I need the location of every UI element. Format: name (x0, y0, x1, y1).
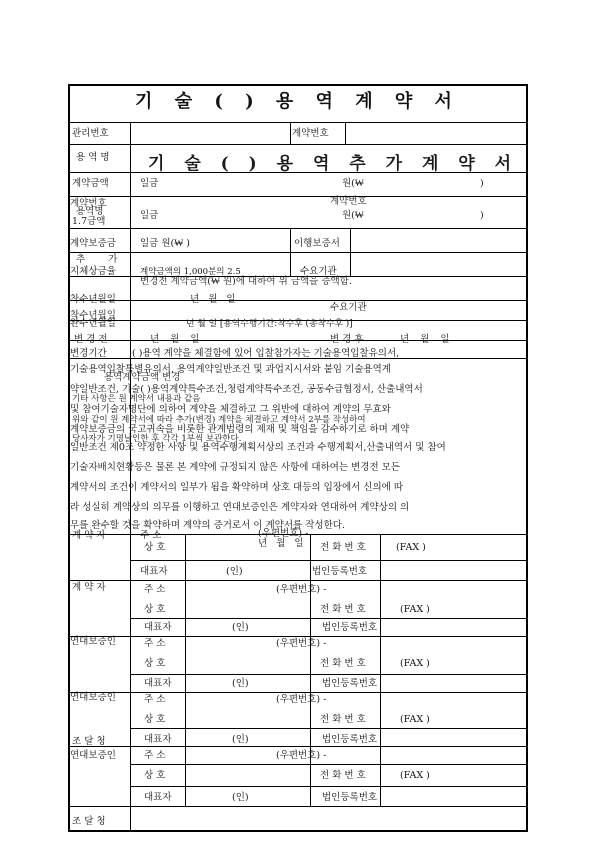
contract-clause: ( )용역 계약을 체결함에 있어 입찰참가자는 기술용역입찰유의서, (132, 348, 400, 359)
overlay-title: 기 술 ( ) 용 역 추 가 계 약 서 (148, 154, 519, 174)
procurement-seal: (인) (232, 792, 249, 803)
joint-guarantor-2-label: 연대보증인 (70, 692, 116, 703)
joint-guarantor-1-corp-reg: 법인등록번호 (322, 678, 378, 689)
procurement-company-label: 상 호 (144, 770, 166, 781)
overlay-change-before: 변 경 전 (74, 334, 108, 345)
divider (68, 340, 528, 341)
joint-guarantor-1-seal: (인) (232, 678, 249, 689)
signature-label-divider (130, 534, 131, 832)
divider (68, 144, 528, 145)
contractor-2-address-label: 주 소 (144, 584, 166, 595)
contract-amount-label: 계약금액 (72, 178, 109, 189)
delay-label: 지체상금율 (70, 266, 116, 277)
divider (68, 122, 528, 123)
procurement-1-label: 조 달 청 (72, 736, 106, 747)
para-line-9: 무를 완수할 것을 확약하며 계약의 증거로서 이 계약서를 작성한다. (70, 520, 345, 531)
divider (185, 534, 186, 764)
joint-guarantor-1-company-label: 상 호 (144, 658, 166, 669)
divider (68, 746, 528, 747)
divider (68, 636, 528, 637)
procurement-2-label: 조 달 청 (72, 816, 106, 827)
joint-guarantor-2-seal: (인) (232, 734, 249, 745)
contractor-1-fax: (FAX ) (396, 542, 426, 553)
divider (185, 764, 186, 806)
joint-guarantor-1-address-label: 주 소 (144, 638, 166, 649)
overlay-amount-label: 1.7금액 (72, 216, 106, 227)
para-line-7: 계약서의 조건이 계약서의 일부가 됨을 확약하며 상호 대등의 입장에서 신의에 따 (70, 482, 404, 493)
deposit-text: 일금 원(₩ ) (140, 238, 190, 249)
procurement-address-label: 주 소 (144, 750, 166, 761)
para-line-2: 약일반조건, 기술( )용역계약특수조건,청렴계약특수조건, 공동수급협정서, 산출내역서 (70, 384, 423, 395)
joint-guarantor-2-address-label: 주 소 (144, 694, 166, 705)
overlay-change-after-ymd: 년 월 일 (400, 334, 454, 345)
overlay-service-name: 용역명 (76, 206, 104, 217)
amount-text: 일금 (140, 178, 159, 189)
contractor-2-rep-label: 대표자 (144, 622, 172, 633)
contractor-2-corp-reg: 법인등록번호 (322, 622, 378, 633)
contractor-1-company-label: 상 호 (144, 542, 166, 553)
divider (130, 786, 528, 787)
contractor-1-rep-label: 대표자 (140, 566, 168, 577)
contractor-2-label: 계 약 자 (72, 582, 106, 593)
divider (130, 728, 528, 729)
overlay-change-after: 변 경 후 (330, 334, 364, 345)
divider (380, 534, 381, 764)
joint-guarantor-1-phone-label: 전 화 번 호 (320, 658, 366, 669)
contractor-1-address-label: 주 소 (140, 530, 162, 541)
contractor-1-corp-reg: 법인등록번호 (312, 566, 368, 577)
divider (345, 122, 346, 144)
para-line-8: 라 성실히 계약상의 의무를 이행하고 연대보증인은 계약자와 연대하여 계약상의 의 (70, 502, 410, 513)
deposit-label: 계약보증금 (70, 238, 116, 249)
overlay-contract-amount-change: 용역계약금액 변경 (104, 372, 181, 383)
overlay-add-label: 추 가 (76, 254, 128, 265)
perf-bond-label: 이행보증서 (294, 238, 340, 249)
joint-guarantor-2-rep-label: 대표자 (144, 734, 172, 745)
won-close: ) (480, 178, 484, 189)
joint-guarantor-2-phone-label: 전 화 번 호 (320, 714, 366, 725)
contractor-2-company-label: 상 호 (144, 604, 166, 615)
para-line-3: 및 참여기술자명단에 의하여 계약을 체결하고 그 위반에 대하여 계약의 무효와 (70, 404, 391, 415)
contractor-label: 계 약 자 (72, 530, 106, 541)
divider (380, 764, 381, 806)
overlay-para-2: 위와 같이 원 계약서에 따라 추가(변경) 계약을 체결하고 계약서 2부를 작성하여 (72, 415, 366, 425)
contractor-1-seal: (인) (226, 566, 243, 577)
joint-guarantor-2-fax: (FAX ) (400, 714, 430, 725)
divider (68, 580, 528, 581)
overlay-para-3: 당사자가 기명날인한 후 각각 1부씩 보관한다. (72, 434, 242, 444)
contractor-1-postal: (우편번호) - (258, 528, 309, 539)
joint-guarantor-2-company-label: 상 호 (144, 714, 166, 725)
divider (130, 560, 528, 561)
divider (68, 692, 528, 693)
divider (68, 806, 528, 807)
procurement-phone-label: 전 화 번 호 (320, 770, 366, 781)
completion-value: 년 월 일 [용역수행기간:착수후 (총착수후 )] (186, 319, 353, 329)
overlay-amount-text: 일금 (140, 210, 159, 221)
procurement-corp-reg: 법인등록번호 (322, 792, 378, 803)
period-value: 년 월 일 (190, 294, 239, 305)
para-line-6: 기술자배치현황등은 물론 본 계약에 규정되지 않은 사항에 대하여는 변경전 모든 (70, 462, 401, 473)
contractor-2-phone-label: 전 화 번 호 (320, 604, 366, 615)
contractor-2-postal: (우편번호) - (276, 584, 327, 595)
demand-org-label: 수요기관 (300, 266, 337, 277)
procurement-rep-label: 대표자 (144, 792, 172, 803)
joint-guarantor-1-label: 연대보증인 (70, 636, 116, 647)
joint-guarantor-2-corp-reg: 법인등록번호 (322, 734, 378, 745)
divider (130, 674, 528, 675)
divider (68, 228, 528, 229)
divider (310, 764, 311, 806)
joint-guarantor-1-fax: (FAX ) (400, 658, 430, 669)
mgmt-no-label: 관리번호 (72, 128, 109, 139)
procurement-postal: (우편번호) - (276, 750, 327, 761)
contractor-2-fax: (FAX ) (400, 604, 430, 615)
joint-guarantor-1-rep-label: 대표자 (144, 678, 172, 689)
divider (290, 228, 291, 276)
period-label: 착수년월일 (70, 294, 116, 305)
contractor-1-phone-label: 전 화 번 호 (320, 542, 366, 553)
para-line-5: 일반조건 제0조 약정한 사항 및 용역수행계획서상의 조건과 수행계획서,산출내역서 및 참여 (70, 442, 446, 453)
overlay-period-label: 착수년월일 (70, 310, 116, 321)
divider (68, 252, 528, 253)
contractor-2-seal: (인) (232, 622, 249, 633)
date-line: 년 월 일 (258, 538, 307, 549)
divider (130, 618, 528, 619)
divider (130, 764, 528, 765)
joint-guarantor-1-postal: (우편번호) - (276, 638, 327, 649)
overlay-won-label: 원(₩ (342, 210, 364, 221)
document-title: 기 술 ( ) 용 역 계 약 서 (135, 91, 460, 112)
divider (68, 196, 528, 197)
overlay-change-before-ymd: 년 월 일 (150, 334, 204, 345)
overlay-won-close: ) (480, 210, 484, 221)
divider (68, 300, 528, 301)
service-name-label: 용 역 명 (76, 152, 110, 163)
divider (290, 122, 291, 144)
overlay-demand-org: 수요기관 (330, 302, 367, 313)
overlay-contract-no-2: 계약번호 (330, 196, 367, 207)
won-label: 원(₩ (342, 178, 364, 189)
overlay-add-text: 변경전 계약금액(₩ 원)에 대하여 위 금액을 증액함. (140, 276, 352, 287)
overlay-joint-guarantor-label: 연대보증인 (70, 750, 116, 761)
contract-no-label: 계약번호 (292, 128, 329, 139)
procurement-fax: (FAX ) (400, 770, 430, 781)
para-line-1: 기술용역입찰특별유의서, 용역계약일반조건 및 과업지시서와 붙임 기술용역계 (70, 364, 391, 375)
contract-clause-prefix: 변경기간 (70, 348, 107, 359)
divider (350, 228, 351, 276)
overlay-para-1: 기타 사항은 원 계약서 내용과 같음 (72, 394, 201, 404)
completion-label: 완수년월일 (70, 318, 116, 329)
delay-text: 계약금액의 1,000분의 2.5 (140, 267, 241, 277)
overlay-contract-no: 계약번호 (70, 198, 107, 209)
joint-guarantor-2-postal: (우편번호) - (276, 694, 327, 705)
para-line-4: 계약보증금의 국고귀속을 비롯한 관계법령의 제재 및 책임을 감수하기로 하며 계약 (70, 424, 410, 435)
